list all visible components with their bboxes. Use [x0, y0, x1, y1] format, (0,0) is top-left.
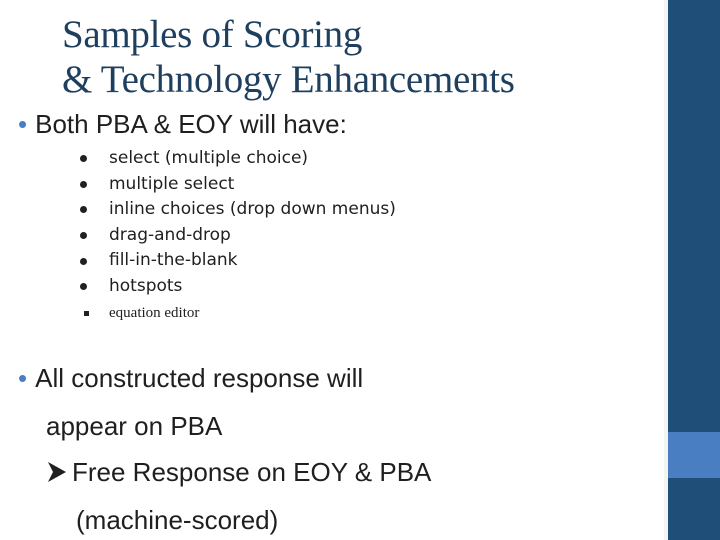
slide-title: [62, 12, 622, 102]
round-bullet-icon: [80, 181, 87, 188]
bullet-text-line-2: appear on PBA: [46, 411, 223, 441]
bullet-constructed-response: [18, 362, 363, 394]
band-accent-segment: [668, 432, 720, 478]
round-bullet-icon: [80, 155, 87, 162]
equation-editor-label: equation editor: [109, 305, 200, 321]
equation-editor-item: [84, 303, 199, 323]
arrow-bullet-icon: [46, 460, 68, 484]
list-item-label: fill-in-the-blank: [109, 250, 238, 271]
bullet-dot-icon: •: [18, 363, 28, 393]
round-bullet-icon: [80, 283, 87, 290]
square-bullet-icon: [84, 311, 89, 316]
band-top-segment: [668, 0, 720, 432]
bullet-text-line-1: All constructed response will: [35, 363, 364, 393]
list-item-label: multiple select: [109, 173, 235, 194]
title-line-1: Samples of Scoring: [62, 13, 363, 56]
list-item: [78, 172, 396, 198]
list-item: [78, 197, 396, 223]
free-response-text-line-2: (machine-scored): [76, 505, 279, 535]
round-bullet-icon: [80, 206, 87, 213]
list-item: [78, 223, 396, 249]
bullet-both-pba-eoy: [18, 108, 347, 140]
free-response-text-line-1: Free Response on EOY & PBA: [72, 457, 432, 487]
list-item: [78, 146, 396, 172]
round-bullet-icon: [80, 232, 87, 239]
title-line-2: & Technology Enhancements: [62, 58, 515, 101]
list-item-label: drag-and-drop: [109, 224, 231, 245]
list-item-label: hotspots: [109, 275, 183, 296]
bullet-dot-icon: •: [18, 109, 28, 139]
list-item: [78, 248, 396, 274]
bullet-text: Both PBA & EOY will have:: [35, 109, 347, 139]
band-bottom-segment: [668, 478, 720, 540]
item-type-list: [78, 146, 396, 300]
free-response-item: [46, 456, 431, 488]
list-item: [78, 274, 396, 300]
list-item-label: select (multiple choice): [109, 148, 309, 168]
list-item-label: inline choices (drop down menus): [109, 199, 396, 220]
round-bullet-icon: [80, 258, 87, 265]
